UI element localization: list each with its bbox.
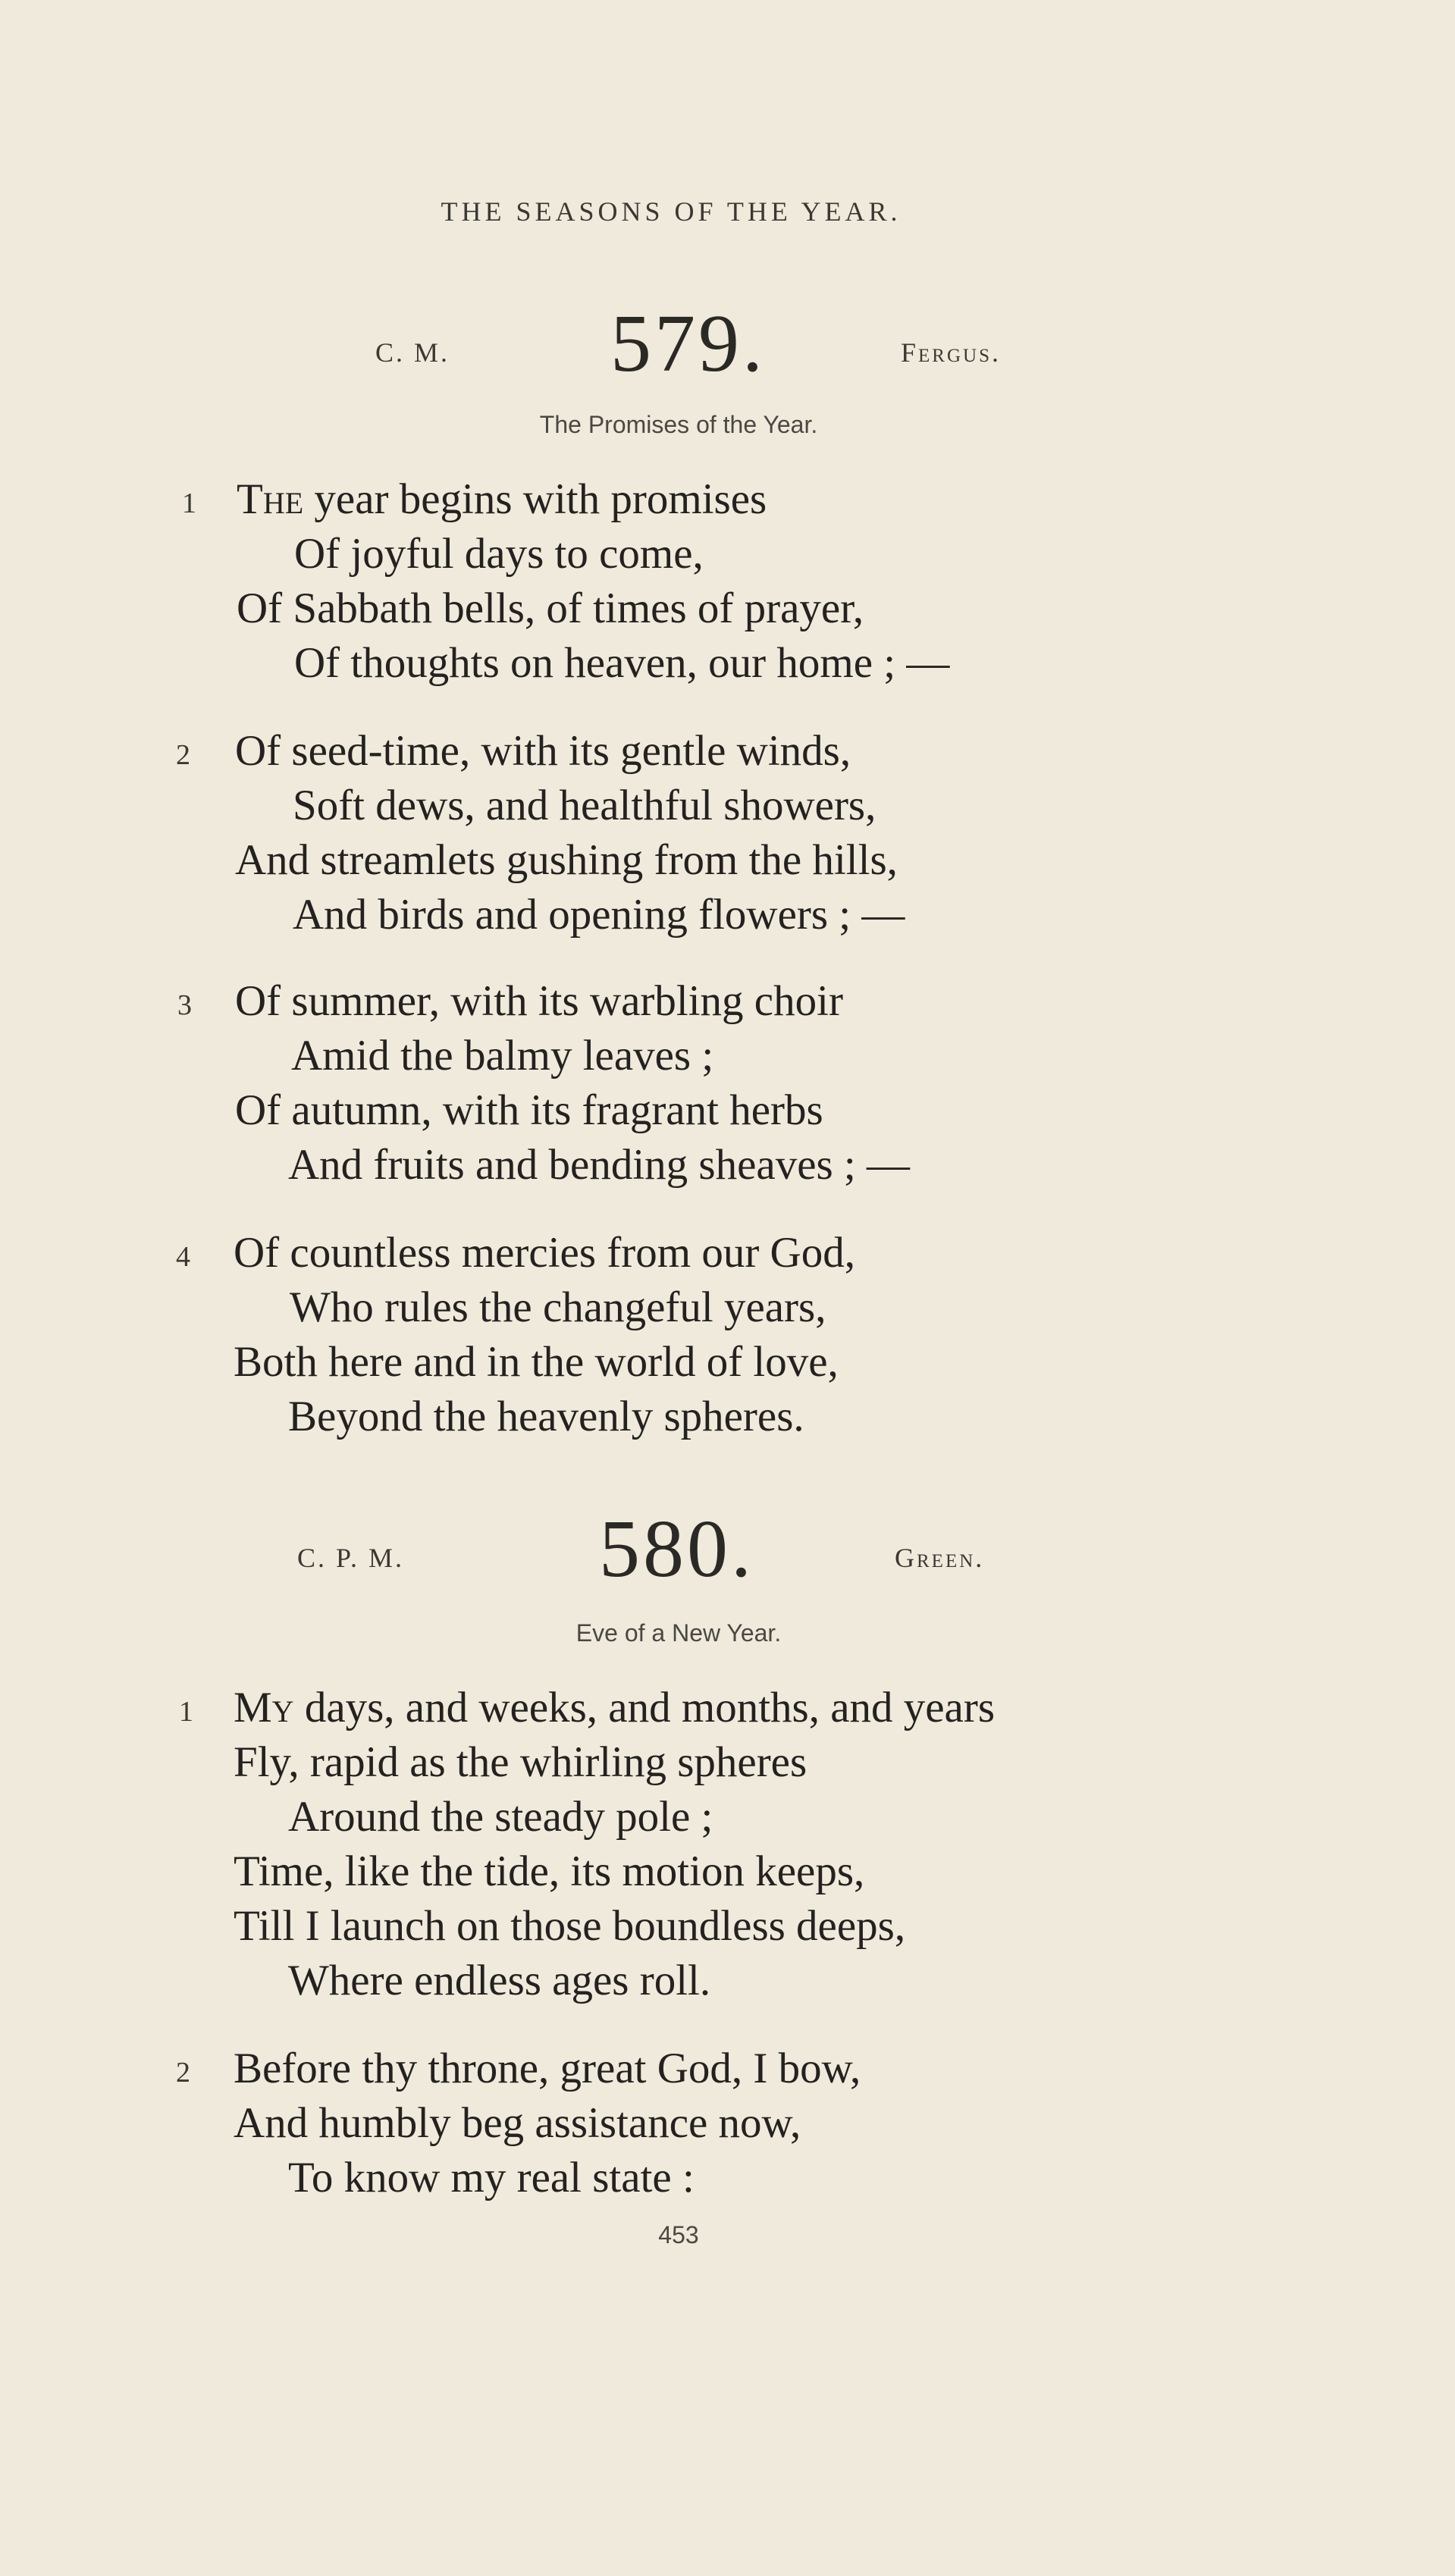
verse-line: Amid the balmy leaves ; [291,1032,714,1080]
hymn-579-tune: Fergus. [901,337,1001,368]
hymn-580-meter: C. P. M. [297,1543,405,1573]
first-word: The [237,475,304,523]
stanza-number: 1 [182,487,196,519]
verse-line: And birds and opening flowers ; — [293,891,905,939]
verse-line: Who rules the changeful years, [290,1283,826,1331]
verse-line: To know my real state : [288,2154,695,2202]
verse-line: Before thy throne, great God, I bow, [234,2045,861,2092]
stanza-number: 2 [176,739,190,771]
verse-line: Fly, rapid as the whirling spheres [234,1738,807,1786]
verse-line: Of seed-time, with its gentle winds, [235,727,851,775]
hymn-579-title: The Promises of the Year. [539,411,818,438]
verse-line: Where endless ages roll. [288,1957,711,2004]
page-number: 453 [658,2221,699,2249]
verse-line: Beyond the heavenly spheres. [288,1393,804,1440]
verse-line: And humbly beg assistance now, [234,2099,801,2147]
line-text: year begins with promises [314,475,767,523]
verse-line: And fruits and bending sheaves ; — [288,1141,911,1189]
running-head: THE SEASONS OF THE YEAR. [441,196,902,227]
verse-line: Of countless mercies from our God, [234,1229,855,1277]
verse-line: Of thoughts on heaven, our home ; — [294,639,950,687]
verse-line: Time, like the tide, its motion keeps, [234,1847,865,1895]
verse-line: Of autumn, with its fragrant herbs [235,1086,823,1134]
hymn-579-meter: C. M. [375,337,450,368]
verse-line [234,1686,995,1729]
verse-line: And streamlets gushing from the hills, [235,836,898,884]
verse-line: Around the steady pole ; [288,1793,713,1841]
stanza-number: 2 [176,2057,190,2089]
line-text: days, and weeks, and months, and years [304,1684,996,1731]
stanza-number: 1 [179,1696,193,1728]
hymn-580-tune: Green. [895,1543,985,1573]
verse-line: Of Sabbath bells, of times of prayer, [237,584,864,632]
verse-line: Of joyful days to come, [294,530,704,578]
first-word: My [234,1684,294,1731]
stanza-number: 4 [176,1241,190,1273]
hymn-580-title: Eve of a New Year. [575,1619,782,1647]
hymn-580-number: 580. [599,1504,754,1594]
verse-line: Soft dews, and healthful showers, [293,782,876,829]
verse-line: Till I launch on those boundless deeps, [234,1902,906,1950]
verse-line: Of summer, with its warbling choir [235,977,843,1025]
verse-line: Both here and in the world of love, [234,1338,839,1386]
stanza-number: 3 [177,989,192,1021]
hymn-579-number: 579. [610,299,766,389]
verse-line [237,475,767,523]
